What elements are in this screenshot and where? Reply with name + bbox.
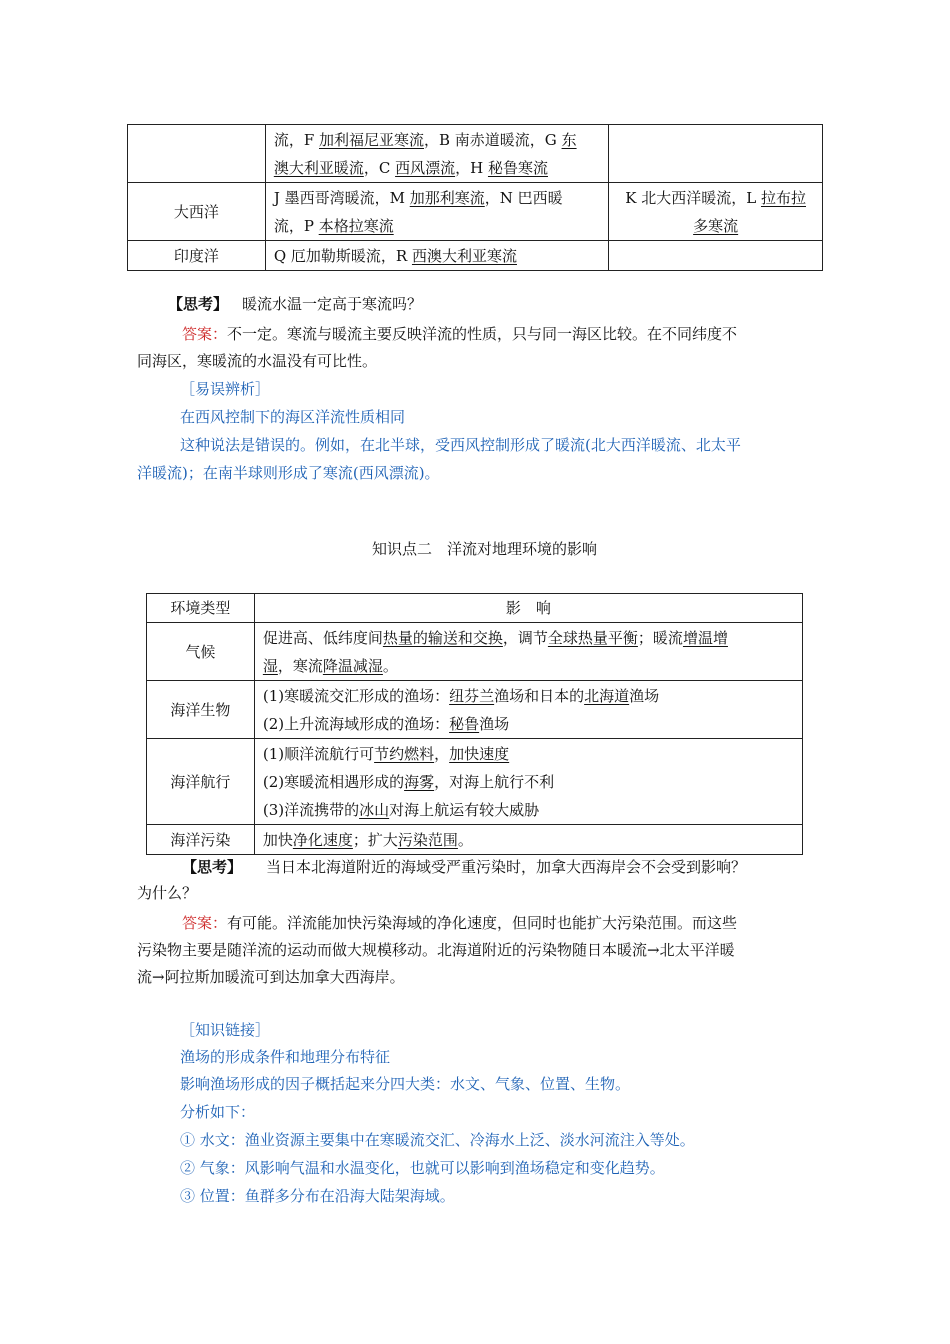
cell-line: [263, 826, 794, 854]
ocean-name: 印度洋: [128, 241, 266, 271]
currents-table: [127, 124, 823, 271]
cell-line: [274, 126, 600, 154]
text-segment: (3)洋流携带的: [262, 800, 360, 819]
link-item-3: ③ 位置：鱼群多分布在沿海大陆架海域。: [180, 1187, 455, 1205]
ocean-name: 大西洋: [128, 183, 266, 241]
text-segment: 流，F: [273, 130, 319, 149]
text-segment: ，调节: [502, 628, 548, 647]
underlined-answer: 西澳大利亚寒流: [411, 246, 517, 265]
link-item-2: ② 气象：风影响气温和水温变化，也就可以影响到渔场稳定和变化趋势。: [180, 1159, 665, 1177]
text-segment: 促进高、低纬度间: [262, 628, 383, 647]
environment-type: 海洋污染: [147, 825, 255, 855]
influence-cell: [254, 681, 802, 739]
think-answer-1-cont: 同海区，寒暖流的水温没有可比性。: [137, 352, 378, 370]
underlined-answer: 秘鲁寒流: [487, 158, 548, 177]
underlined-answer: 多寒流: [693, 216, 739, 235]
text-segment: 渔场: [629, 686, 660, 705]
cell-line: [263, 740, 794, 768]
cell-line: [263, 652, 794, 680]
underlined-answer: 北海道: [584, 686, 630, 705]
link-intro: 影响渔场形成的因子概括起来分四大类：水文、气象、位置、生物。: [180, 1075, 631, 1093]
underlined-answer: 东: [561, 130, 577, 149]
cell-line: [274, 154, 600, 182]
underlined-answer: 降温减湿: [322, 656, 383, 675]
underlined-answer: 增温增: [682, 628, 728, 647]
text-segment: (1)顺洋流航行可: [262, 744, 375, 763]
mistake-text-1: 这种说法是错误的。例如，在北半球，受西风控制形成了暖流(北大西洋暖流、北太平: [180, 436, 741, 454]
text-segment: 渔场: [479, 714, 510, 733]
think-answer-1: [182, 321, 737, 347]
text-segment: ，: [434, 744, 450, 763]
underlined-answer: 热量的输送和交换: [382, 628, 503, 647]
mistake-text-2: 洋暖流)；在南半球则形成了寒流(西风漂流)。: [137, 464, 440, 482]
text-segment: (1)寒暖流交汇形成的渔场：: [262, 686, 450, 705]
text-segment: K 北大西洋暖流，L: [625, 188, 761, 207]
cell-line: [617, 184, 814, 212]
answer-text: 不一定。寒流与暖流主要反映洋流的性质，只与同一海区比较。在不同纬度不: [227, 325, 738, 343]
underlined-answer: 节约燃料: [374, 744, 435, 763]
currents-cell-right: [609, 241, 823, 271]
link-item-1: ① 水文：渔业资源主要集中在寒暖流交汇、冷海水上泛、淡水河流注入等处。: [180, 1131, 695, 1149]
currents-cell: [265, 183, 608, 241]
underlined-answer: 净化速度: [292, 830, 353, 849]
cell-line: [274, 242, 600, 270]
cell-line: [274, 212, 600, 240]
currents-cell-right: [609, 183, 823, 241]
table-header-row: [147, 594, 803, 623]
text-segment: ，B 南赤道暖流，G: [424, 130, 562, 149]
table-row: [147, 623, 803, 681]
text-segment: ；扩大: [352, 830, 398, 849]
answer-label: 答案：: [182, 325, 228, 343]
currents-cell: [265, 125, 608, 183]
think-answer-2-cont1: 污染物主要是随洋流的运动而做大规模移动。北海道附近的污染物随日本暖流→北太平洋暖: [137, 941, 735, 959]
cell-line: [263, 768, 794, 796]
text-segment: ，对海上航行不利: [434, 772, 555, 791]
text-segment: ，寒流: [277, 656, 323, 675]
influence-cell: [254, 623, 802, 681]
table-row: [128, 183, 823, 241]
table-row: [128, 125, 823, 183]
think-question-text: 暖流水温一定高于寒流吗？: [242, 295, 423, 313]
text-segment: ，H: [455, 158, 488, 177]
underlined-answer: 冰山: [359, 800, 390, 819]
environment-type: 海洋航行: [147, 739, 255, 825]
text-segment: 渔场和日本的: [494, 686, 585, 705]
think-question-2-cont: 为什么？: [137, 884, 198, 902]
text-segment: ；暖流: [637, 628, 683, 647]
underlined-answer: 本格拉寒流: [318, 216, 394, 235]
text-segment: ，C: [363, 158, 396, 177]
influence-cell: [254, 825, 802, 855]
underlined-answer: 西风漂流: [395, 158, 456, 177]
think-tag: 【思考】: [168, 295, 229, 313]
underlined-answer: 湿: [262, 656, 278, 675]
cell-line: [263, 682, 794, 710]
cell-line: [263, 624, 794, 652]
influence-table: [146, 593, 803, 855]
think-question-2: [182, 854, 746, 880]
text-segment: J 墨西哥湾暖流，M: [273, 188, 410, 207]
mistake-tag: ［易误辨析］: [180, 380, 271, 398]
cell-line: [263, 796, 794, 824]
cell-line: [263, 710, 794, 738]
underlined-answer: 澳大利亚暖流: [273, 158, 364, 177]
table-row: [128, 241, 823, 271]
text-segment: 。: [382, 656, 398, 675]
column-header: 影 响: [254, 594, 802, 623]
text-segment: (2)寒暖流相遇形成的: [262, 772, 405, 791]
underlined-answer: 秘鲁: [449, 714, 480, 733]
cell-line: [617, 212, 814, 240]
environment-type: 气候: [147, 623, 255, 681]
mistake-title: 在西风控制下的海区洋流性质相同: [180, 408, 406, 426]
table-row: [147, 825, 803, 855]
text-segment: 流，P: [273, 216, 319, 235]
text-segment: ，N 巴西暖: [484, 188, 563, 207]
link-analysis: 分析如下：: [180, 1103, 256, 1121]
influence-cell: [254, 739, 802, 825]
think-answer-2: [182, 910, 737, 936]
text-segment: 。: [457, 830, 473, 849]
underlined-answer: 海雾: [404, 772, 435, 791]
underlined-answer: 纽芬兰: [449, 686, 495, 705]
text-segment: (2)上升流海域形成的渔场：: [262, 714, 450, 733]
answer-label: 答案：: [182, 914, 228, 932]
link-title: 渔场的形成条件和地理分布特征: [180, 1048, 391, 1066]
text-segment: 对海上航运有较大威胁: [389, 800, 540, 819]
underlined-answer: 拉布拉: [760, 188, 806, 207]
text-segment: 加快: [262, 830, 293, 849]
link-tag: ［知识链接］: [180, 1021, 271, 1039]
table-row: [147, 681, 803, 739]
underlined-answer: 全球热量平衡: [547, 628, 638, 647]
think-question-1: [168, 291, 422, 317]
environment-type: 海洋生物: [147, 681, 255, 739]
section-title: 知识点二 洋流对地理环境的影响: [372, 540, 598, 558]
column-header: 环境类型: [147, 594, 255, 623]
table-row: [147, 739, 803, 825]
ocean-name: [128, 125, 266, 183]
think-answer-2-cont2: 流→阿拉斯加暖流可到达加拿大西海岸。: [137, 968, 405, 986]
think-question-text: 当日本北海道附近的海域受严重污染时，加拿大西海岸会不会受到影响？: [266, 858, 747, 876]
underlined-answer: 污染范围: [397, 830, 458, 849]
cell-line: [274, 184, 600, 212]
currents-cell-right: [609, 125, 823, 183]
underlined-answer: 加那利寒流: [409, 188, 485, 207]
currents-cell: [265, 241, 608, 271]
answer-text: 有可能。洋流能加快污染海域的净化速度，但同时也能扩大污染范围。而这些: [227, 914, 738, 932]
think-tag: 【思考】: [182, 858, 243, 876]
text-segment: Q 厄加勒斯暖流，R: [273, 246, 412, 265]
underlined-answer: 加利福尼亚寒流: [319, 130, 425, 149]
underlined-answer: 加快速度: [449, 744, 510, 763]
